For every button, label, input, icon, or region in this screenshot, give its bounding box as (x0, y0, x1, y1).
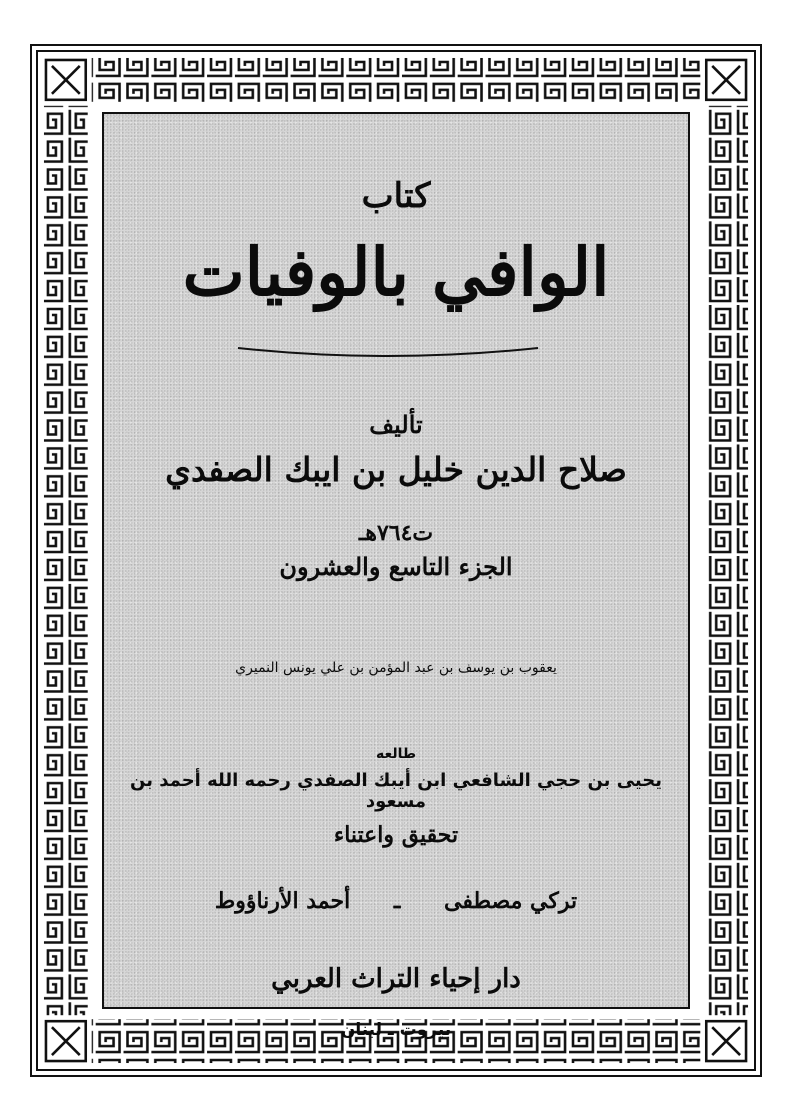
publisher-city: بيروت ـ لبنان (340, 1020, 452, 1040)
read-by-label: طالعه (375, 746, 417, 762)
title-panel (102, 112, 690, 1040)
book-title: الوافي بالوفيات (182, 233, 610, 311)
publisher-name: دار إحياء التراث العربي (271, 964, 521, 994)
author-name: صلاح الدين خليل بن ايبك الصفدي (165, 450, 627, 489)
title-ornament (88, 328, 688, 368)
editors-separator: ـ (393, 888, 401, 914)
ownership-note: يعقوب بن يوسف بن عبد المؤمن بن علي يونس النميري (235, 660, 557, 676)
editor-ahmad-arnaout: أحمد الأرناؤوط (214, 888, 351, 914)
kitab-heading: كتاب (361, 176, 431, 216)
editor-turki-mustafa: تركي مصطفى (444, 888, 578, 914)
death-year: ت٧٦٤هـ (358, 520, 434, 546)
frame-inner-border (36, 50, 756, 1071)
authorship-label: تأليف (369, 410, 423, 439)
cover-frame (30, 44, 762, 1077)
volume-label: الجزء التاسع والعشرون (279, 552, 513, 581)
editing-label: تحقيق واعتناء (333, 822, 459, 848)
readers-list: يحيى بن حجي الشافعي ابن أيبك الصفدي رحمه الله أحمد بن مسعود (130, 770, 662, 812)
editors-line (104, 888, 688, 914)
